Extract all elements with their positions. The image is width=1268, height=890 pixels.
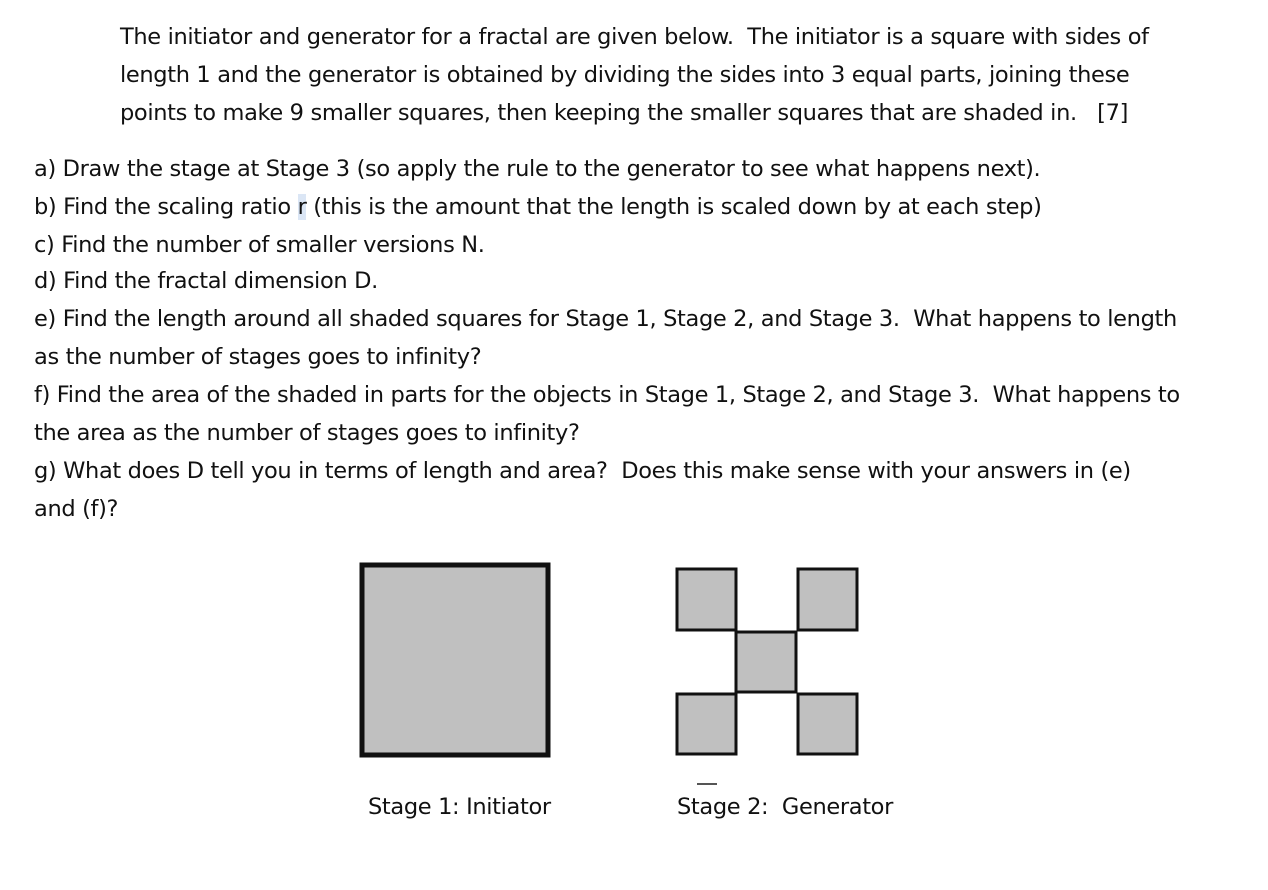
stage-2-caption: Stage 2: Generator — [677, 794, 893, 820]
question-b-text-after: (this is the amount that the length is scaled down by at each step) — [306, 194, 1042, 220]
stage-2-generator-figure — [670, 560, 870, 764]
question-e-line-2: as the number of stages goes to infinity? — [34, 344, 482, 370]
intro-line-1: The initiator and generator for a fractal are given below. The initiator is a square with sides of — [120, 24, 1149, 50]
intro-line-3: points to make 9 smaller squares, then keeping the smaller squares that are shaded in. [7] — [120, 100, 1129, 126]
text-selection-highlight: r — [297, 194, 307, 220]
intro-line-2: length 1 and the generator is obtained by dividing the sides into 3 equal parts, joining these — [120, 62, 1130, 88]
question-f-line-2: the area as the number of stages goes to infinity? — [34, 420, 580, 446]
stage-1-initiator-figure — [356, 558, 556, 764]
stage-1-caption: Stage 1: Initiator — [368, 794, 551, 820]
generator-square-top-left — [677, 569, 736, 630]
stray-mark — [697, 783, 717, 785]
question-c: c) Find the number of smaller versions N. — [34, 232, 485, 258]
question-d: d) Find the fractal dimension D. — [34, 268, 378, 294]
question-e-line-1: e) Find the length around all shaded squares for Stage 1, Stage 2, and Stage 3. What happens to length — [34, 306, 1177, 332]
generator-square-bottom-left — [677, 694, 736, 754]
question-g-line-2: and (f)? — [34, 496, 119, 522]
generator-square-top-right — [798, 569, 857, 630]
question-g-line-1: g) What does D tell you in terms of length and area? Does this make sense with your answers in (e) — [34, 458, 1131, 484]
question-b — [34, 193, 1042, 221]
question-f-line-1: f) Find the area of the shaded in parts for the objects in Stage 1, Stage 2, and Stage 3. What happens to — [34, 382, 1180, 408]
initiator-square — [362, 565, 548, 755]
question-b-text-before: b) Find the scaling ratio — [34, 194, 298, 220]
generator-square-center — [736, 632, 796, 692]
generator-square-bottom-right — [798, 694, 857, 754]
question-a: a) Draw the stage at Stage 3 (so apply the rule to the generator to see what happens next). — [34, 156, 1041, 182]
